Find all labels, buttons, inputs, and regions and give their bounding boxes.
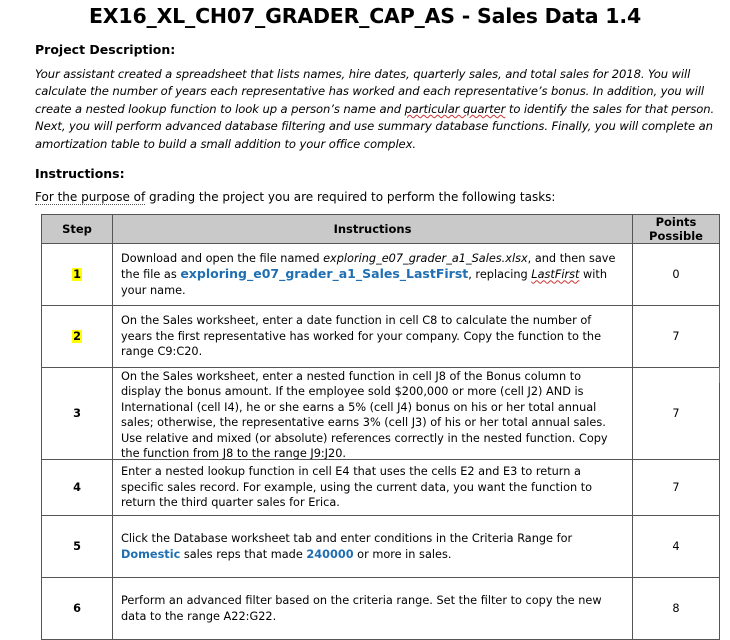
table-row [42, 578, 720, 640]
lastfirst-text: LastFirst [531, 268, 580, 282]
points-cell: 8 [633, 578, 720, 640]
instruction-cell [113, 244, 633, 306]
instruction-cell [113, 368, 633, 460]
table-row [42, 244, 720, 306]
project-description-heading: Project Description: [35, 42, 176, 57]
stray-divider-line [719, 367, 720, 383]
instruction-cell [113, 516, 633, 578]
description-part-2: to identify the sales for that person. Next, you will perform advanced database filtering and use summary database functions. Finally, you will complete an amortization table to build a small addition to your office complex. [35, 101, 715, 151]
tasks-table [41, 214, 720, 640]
description-squiggle-text: particular quarter [404, 101, 506, 116]
instruction-text: sales reps that made [180, 547, 307, 561]
instruction-cell: Enter a nested lookup function in cell E4 that uses the cells E2 and E3 to return a specific sales record. For example, using the current data, you want the function to return the third quarter sales for Erica. [113, 460, 633, 516]
save-as-filename: exploring_e07_grader_a1_Sales_LastFirst [180, 266, 469, 282]
points-cell: 0 [633, 244, 720, 306]
domestic-keyword: Domestic [121, 547, 181, 561]
instruction-text: or more in sales. [353, 547, 452, 561]
table-row [42, 516, 720, 578]
purpose-line [35, 190, 555, 204]
purpose-rest-text: grading the project you are required to perform the following tasks: [145, 190, 556, 204]
instruction-cell: Perform an advanced filter based on the criteria range. Set the filter to copy the new data to the range A22:G22. [113, 578, 633, 640]
instruction-text: Download and open the file named [121, 251, 324, 265]
table-row [42, 460, 720, 516]
purpose-dotted-text: For the purpose of [35, 190, 146, 204]
project-description-text [35, 66, 715, 153]
sales-threshold-value: 240000 [306, 547, 354, 561]
table-row [42, 306, 720, 368]
instruction-text: Click the Database worksheet tab and enter conditions in the Criteria Range for [121, 532, 573, 545]
instruction-text: , and then save the file as [121, 251, 616, 282]
instruction-text: , replacing [468, 268, 532, 282]
instructions-heading: Instructions: [35, 166, 125, 181]
header-points: Points Possible [633, 215, 720, 244]
instruction-text-clip: On the Sales worksheet, enter a nested function in cell J8 of the Bonus column to display the bonus amount. If the employee sold $200,000 or more (cell J2) AND is International (cell I4), he or she earns a 5% (cell J4) bonus on his or her total annual sales; otherwise, the representative earns 3% (cell J3) of his or her total annual sales. Use relative and mixed (or absolute) references correctly in the nested function. Copy the function from J8 to the range J9:J20. [121, 369, 608, 459]
points-cell: 7 [633, 306, 720, 368]
table-header-row [42, 215, 720, 244]
instruction-text: with your name. [121, 268, 607, 297]
table-row [42, 368, 720, 460]
step-cell: 4 [42, 460, 113, 516]
step-cell: 6 [42, 578, 113, 640]
points-cell: 7 [633, 460, 720, 516]
step-cell [42, 306, 113, 368]
step-number-highlighted: 2 [73, 330, 81, 343]
header-step: Step [42, 215, 113, 244]
points-cell: 4 [633, 516, 720, 578]
step-cell: 5 [42, 516, 113, 578]
description-part-1: Your assistant created a spreadsheet that lists names, hire dates, quarterly sales, and total sales for 2018. You will calculate the number of years each representative has worked and each representative’s bonus. In addition, you will create a nested lookup function to look up a person’s name and [35, 67, 704, 116]
header-instructions: Instructions [113, 215, 633, 244]
step-cell: 3 [42, 368, 113, 460]
step-cell [42, 244, 113, 306]
instruction-cell: On the Sales worksheet, enter a date function in cell C8 to calculate the number of years the first representative has worked for your company. Copy the function to the range C9:C20. [113, 306, 633, 368]
step-number-highlighted: 1 [73, 268, 81, 281]
points-cell: 7 [633, 368, 720, 460]
filename-text: exploring_e07_grader_a1_Sales.xlsx [323, 251, 528, 265]
document-title: EX16_XL_CH07_GRADER_CAP_AS - Sales Data 1.4 [88, 4, 642, 28]
